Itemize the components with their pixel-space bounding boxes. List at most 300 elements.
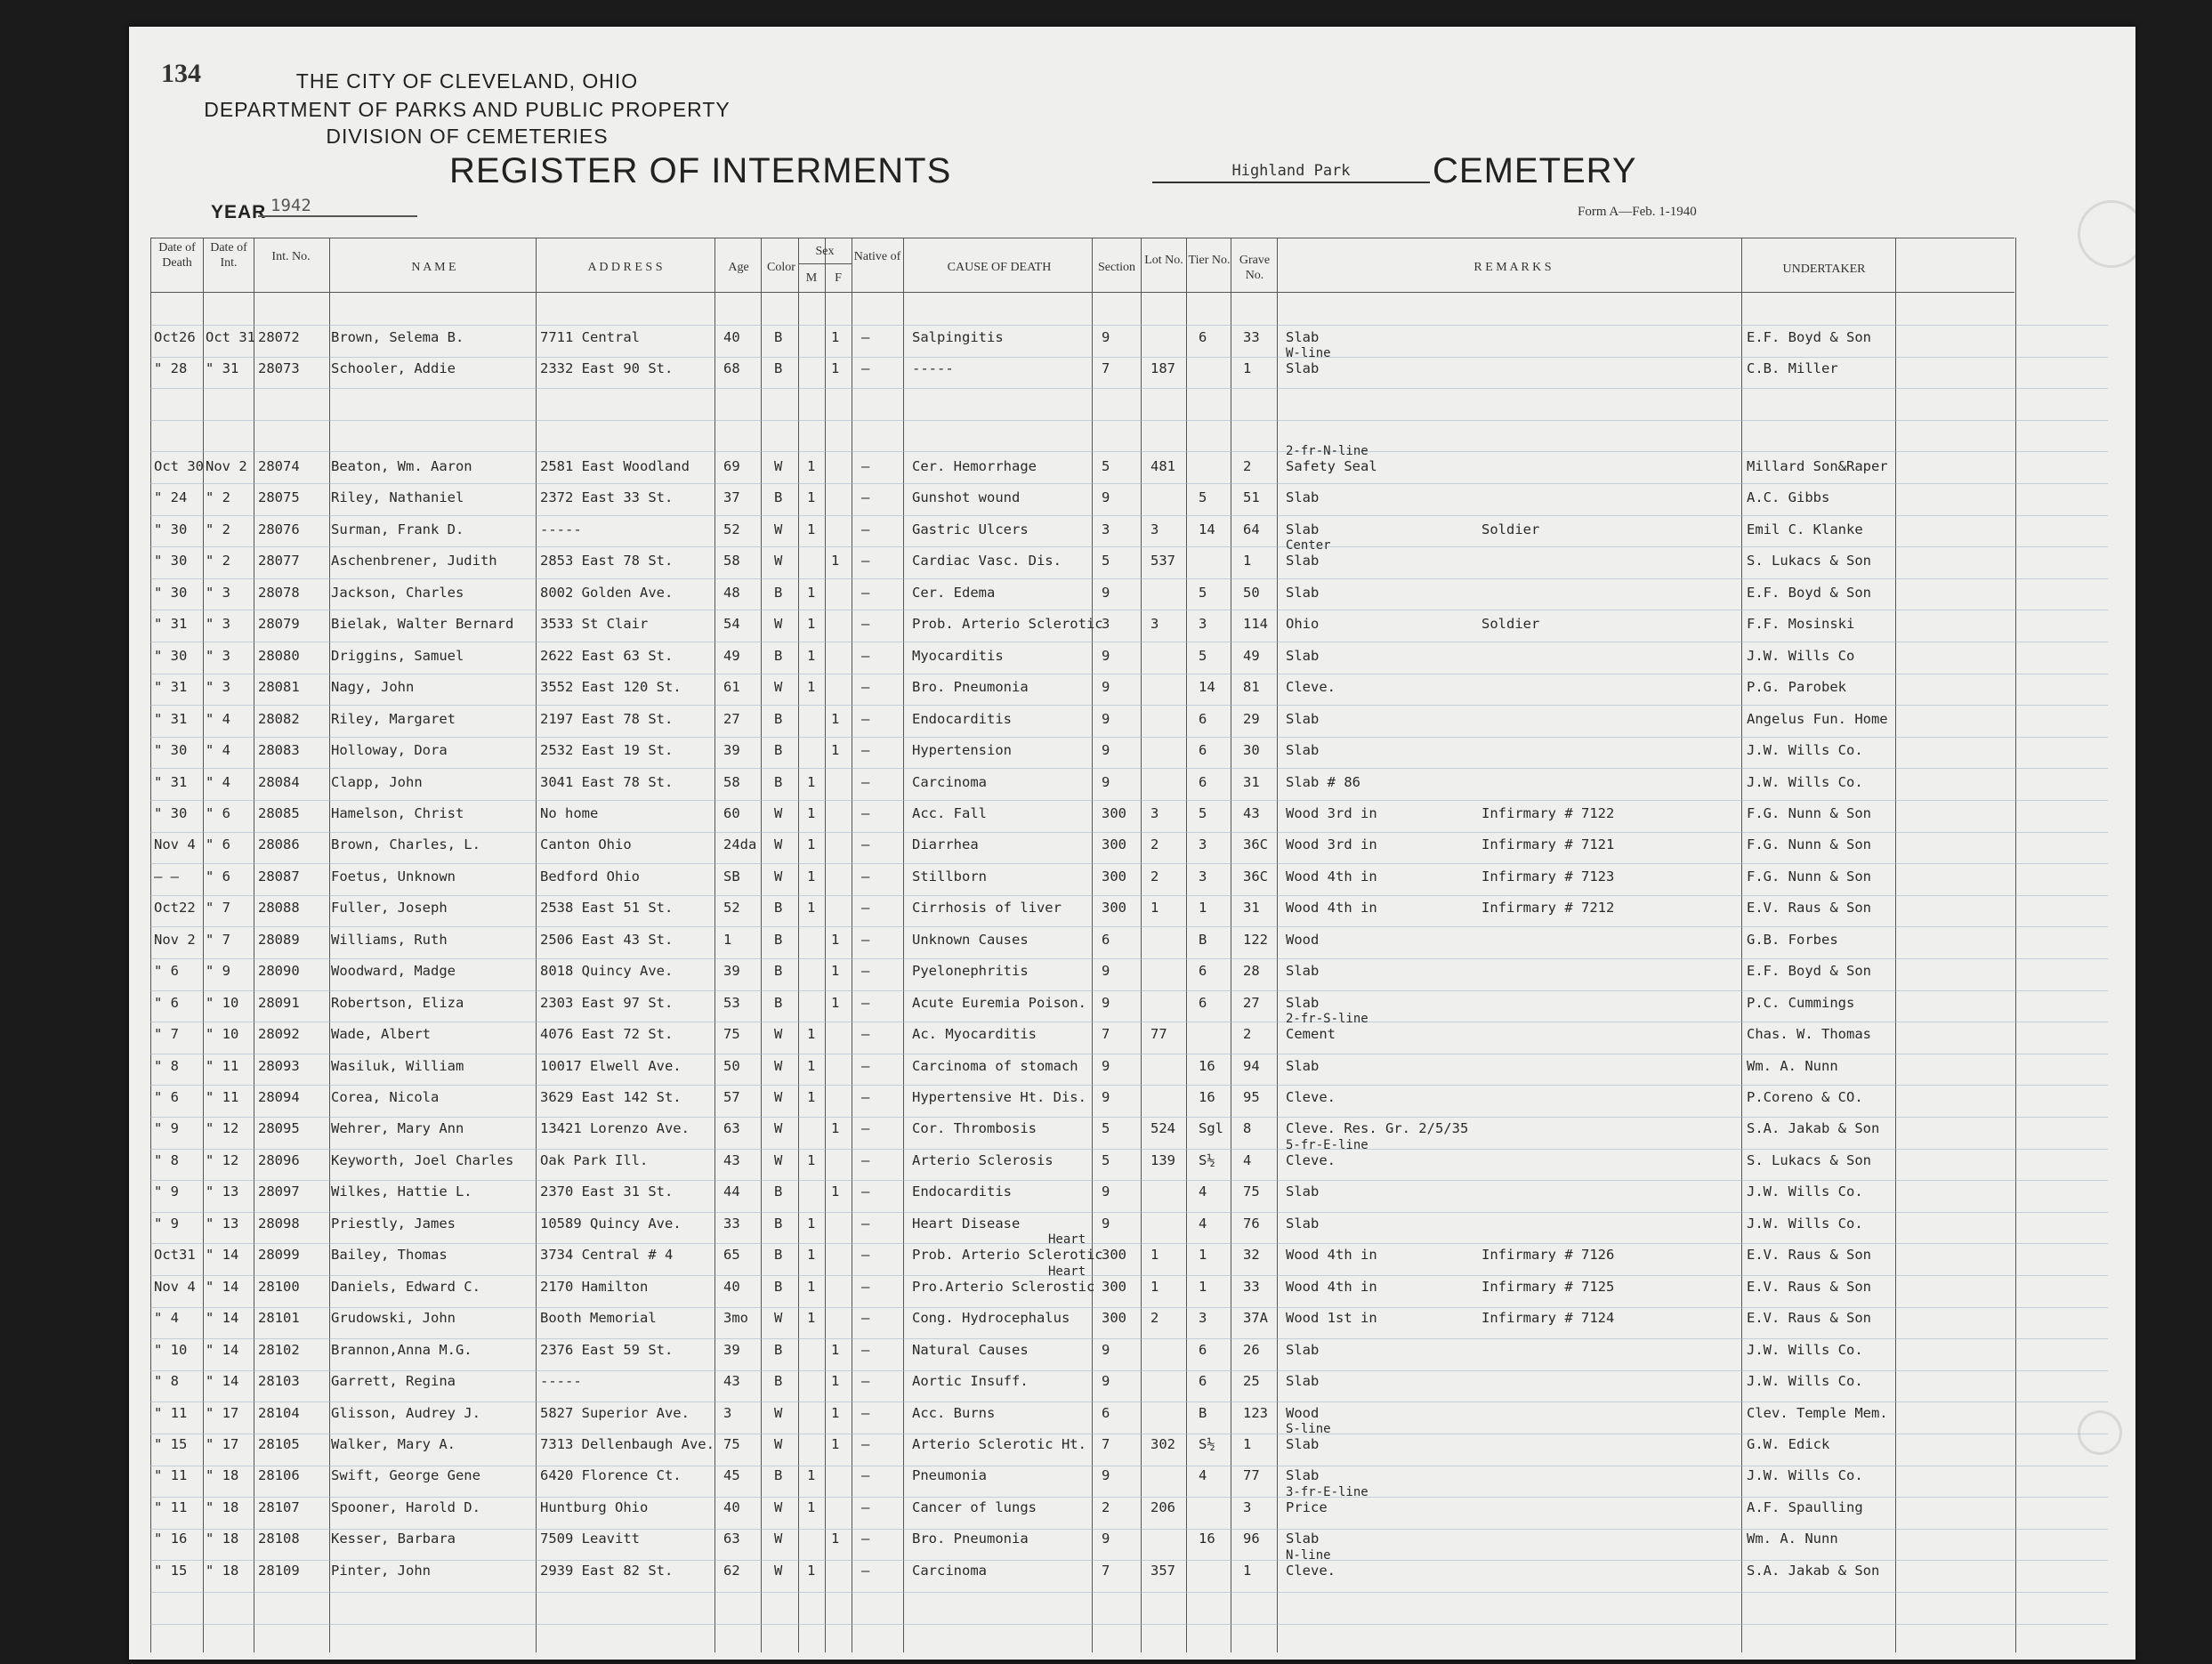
cell-di: Oct 31 bbox=[206, 329, 255, 345]
cell-nat: – bbox=[861, 1216, 870, 1232]
cell-und: E.V. Raus & Son bbox=[1747, 900, 1871, 916]
cell-m: 1 bbox=[807, 1563, 816, 1579]
cell-cause: Diarrhea bbox=[912, 836, 979, 852]
cell-cause: Natural Causes bbox=[912, 1342, 1029, 1358]
cell-grave: 64 bbox=[1243, 521, 1260, 537]
cell-addr: 2538 East 51 St. bbox=[540, 900, 674, 916]
cell-rem: Slab # 86 bbox=[1286, 774, 1360, 790]
cell-dd: " 30 bbox=[154, 585, 188, 601]
cell-addr: 3041 East 78 St. bbox=[540, 774, 674, 790]
cell-no: 28084 bbox=[258, 774, 300, 790]
cell-nat: – bbox=[861, 805, 870, 821]
cell-lot: 3 bbox=[1150, 616, 1159, 632]
cell-no: 28076 bbox=[258, 521, 300, 537]
cell-f: 1 bbox=[831, 1436, 840, 1452]
cell-addr: 8018 Quincy Ave. bbox=[540, 963, 674, 979]
cell-cause: Hypertension bbox=[912, 742, 1012, 758]
cell-rem: Wood 4th in bbox=[1286, 900, 1377, 916]
cell-addr: 8002 Golden Ave. bbox=[540, 585, 674, 601]
col-cause: CAUSE OF DEATH bbox=[947, 261, 1052, 274]
cell-no: 28106 bbox=[258, 1467, 300, 1483]
cell-rem: Slab bbox=[1286, 329, 1320, 345]
cell-cause: Cer. Edema bbox=[912, 585, 996, 601]
cell-name: Kesser, Barbara bbox=[331, 1531, 456, 1547]
cell-rem: Price bbox=[1286, 1499, 1328, 1515]
cell-und: Emil C. Klanke bbox=[1747, 521, 1863, 537]
cell-tier: 1 bbox=[1199, 1279, 1207, 1295]
ruled-line bbox=[150, 483, 2108, 484]
cell-dd: Nov 2 bbox=[154, 932, 196, 948]
col-color: Color bbox=[767, 261, 795, 274]
cell-addr: 2170 Hamilton bbox=[540, 1279, 649, 1295]
ruled-line bbox=[150, 926, 2108, 927]
cell-name: Bielak, Walter Bernard bbox=[331, 616, 514, 632]
cell-f: 1 bbox=[831, 1120, 840, 1136]
cell-no: 28083 bbox=[258, 742, 300, 758]
cell-di: " 12 bbox=[206, 1120, 239, 1136]
cell-grave: 122 bbox=[1243, 932, 1268, 948]
ruled-line bbox=[150, 863, 2108, 864]
cell-rem: Wood bbox=[1286, 1405, 1320, 1421]
cell-nat: – bbox=[861, 868, 870, 885]
cell-col: B bbox=[774, 774, 783, 790]
cell-f: 1 bbox=[831, 329, 840, 345]
cell-rem: Slab bbox=[1286, 489, 1320, 505]
cell-tier: S½ bbox=[1199, 1152, 1215, 1168]
cell-rem: Slab bbox=[1286, 1436, 1320, 1452]
cell-grave: 43 bbox=[1243, 805, 1260, 821]
cell-sec: 300 bbox=[1102, 836, 1126, 852]
cell-rem: Cleve. bbox=[1286, 1152, 1336, 1168]
cell-age: 48 bbox=[723, 585, 740, 601]
cell-dd: " 31 bbox=[154, 616, 188, 632]
cell-di: " 3 bbox=[206, 679, 230, 695]
cell-und: E.F. Boyd & Son bbox=[1747, 585, 1871, 601]
cell-no: 28091 bbox=[258, 995, 300, 1011]
cell-col: W bbox=[774, 836, 783, 852]
cell-col: W bbox=[774, 1499, 783, 1515]
cell-m: 1 bbox=[807, 1279, 816, 1295]
cell-grave: 33 bbox=[1243, 329, 1260, 345]
cell-f: 1 bbox=[831, 742, 840, 758]
cell-addr: Bedford Ohio bbox=[540, 868, 640, 885]
cell-nat: – bbox=[861, 995, 870, 1011]
cell-cause: Cong. Hydrocephalus bbox=[912, 1310, 1070, 1326]
cell-m: 1 bbox=[807, 585, 816, 601]
ruled-line bbox=[150, 578, 2108, 579]
cell-age: 39 bbox=[723, 963, 740, 979]
cell-grave: 114 bbox=[1243, 616, 1268, 632]
cell-remark-note: W-line bbox=[1286, 346, 1331, 360]
cell-rem2: Infirmary # 7126 bbox=[1481, 1247, 1615, 1263]
cell-sec: 300 bbox=[1102, 1247, 1126, 1263]
cell-col: B bbox=[774, 900, 783, 916]
cell-lot: 139 bbox=[1150, 1152, 1175, 1168]
cell-addr: 3629 East 142 St. bbox=[540, 1089, 682, 1105]
cell-tier: 6 bbox=[1199, 711, 1207, 727]
cell-addr: ----- bbox=[540, 521, 582, 537]
cell-tier: 1 bbox=[1199, 1247, 1207, 1263]
cell-di: " 12 bbox=[206, 1152, 239, 1168]
cell-rem: Slab bbox=[1286, 1373, 1320, 1389]
cell-grave: 2 bbox=[1243, 458, 1252, 474]
cell-dd: Nov 4 bbox=[154, 1279, 196, 1295]
cell-di: " 11 bbox=[206, 1089, 239, 1105]
ruled-line bbox=[150, 1243, 2108, 1244]
cell-di: " 11 bbox=[206, 1058, 239, 1074]
cell-col: B bbox=[774, 742, 783, 758]
col-grave: Grave No. bbox=[1239, 254, 1271, 282]
cell-sec: 9 bbox=[1102, 648, 1110, 664]
ruled-line bbox=[150, 1275, 2108, 1276]
cell-name: Spooner, Harold D. bbox=[331, 1499, 480, 1515]
cell-nat: – bbox=[861, 1120, 870, 1136]
cell-grave: 51 bbox=[1243, 489, 1260, 505]
cell-cause: Pneumonia bbox=[912, 1467, 987, 1483]
col-section: Section bbox=[1098, 261, 1135, 274]
cell-f: 1 bbox=[831, 553, 840, 569]
cell-col: W bbox=[774, 616, 783, 632]
cell-di: " 7 bbox=[206, 900, 230, 916]
cell-und: S.A. Jakab & Son bbox=[1747, 1563, 1880, 1579]
cell-lot: 1 bbox=[1150, 1247, 1159, 1263]
cell-di: " 17 bbox=[206, 1405, 239, 1421]
cell-lot: 2 bbox=[1150, 868, 1159, 885]
cell-remark-note: 3-fr-E-line bbox=[1286, 1485, 1368, 1499]
cell-sec: 6 bbox=[1102, 932, 1110, 948]
cell-grave: 1 bbox=[1243, 1436, 1252, 1452]
cell-cause: Salpingitis bbox=[912, 329, 1004, 345]
cell-lot: 537 bbox=[1150, 553, 1175, 569]
cell-dd: " 9 bbox=[154, 1216, 179, 1232]
cell-di: " 17 bbox=[206, 1436, 239, 1452]
cell-rem: Slab bbox=[1286, 360, 1320, 376]
cell-age: 24da bbox=[723, 836, 757, 852]
column-divider bbox=[1186, 238, 1187, 1652]
cell-grave: 37A bbox=[1243, 1310, 1268, 1326]
ruled-line bbox=[150, 1370, 2108, 1371]
cell-m: 1 bbox=[807, 1310, 816, 1326]
cell-cause: Carcinoma of stomach bbox=[912, 1058, 1078, 1074]
cell-no: 28089 bbox=[258, 932, 300, 948]
cell-di: " 18 bbox=[206, 1499, 239, 1515]
cell-und: J.W. Wills Co. bbox=[1747, 1183, 1863, 1200]
cell-lot: 357 bbox=[1150, 1563, 1175, 1579]
cell-dd: Oct22 bbox=[154, 900, 196, 916]
cell-tier: 5 bbox=[1199, 805, 1207, 821]
cell-nat: – bbox=[861, 1279, 870, 1295]
cell-no: 28094 bbox=[258, 1089, 300, 1105]
cell-name: Corea, Nicola bbox=[331, 1089, 440, 1105]
cell-grave: 94 bbox=[1243, 1058, 1260, 1074]
cell-age: 37 bbox=[723, 489, 740, 505]
cell-dd: " 8 bbox=[154, 1058, 179, 1074]
cell-cause: Arterio Sclerosis bbox=[912, 1152, 1054, 1168]
cell-age: 63 bbox=[723, 1120, 740, 1136]
header-city: THE CITY OF CLEVELAND, OHIO bbox=[295, 69, 639, 93]
cell-age: 3mo bbox=[723, 1310, 748, 1326]
cell-rem: Slab bbox=[1286, 995, 1320, 1011]
cell-grave: 50 bbox=[1243, 585, 1260, 601]
cell-addr: 4076 East 72 St. bbox=[540, 1026, 674, 1042]
cell-name: Robertson, Eliza bbox=[331, 995, 464, 1011]
cell-rem2: Soldier bbox=[1481, 521, 1540, 537]
cell-name: Brown, Selema B. bbox=[331, 329, 464, 345]
cell-sec: 9 bbox=[1102, 1342, 1110, 1358]
cell-name: Driggins, Samuel bbox=[331, 648, 464, 664]
ruled-line bbox=[150, 1497, 2108, 1498]
cell-no: 28102 bbox=[258, 1342, 300, 1358]
cell-name: Priestly, James bbox=[331, 1216, 456, 1232]
cemetery-label: CEMETERY bbox=[1433, 151, 1637, 190]
cell-und: J.W. Wills Co. bbox=[1747, 1373, 1863, 1389]
cell-nat: – bbox=[861, 932, 870, 948]
cell-age: 57 bbox=[723, 1089, 740, 1105]
cell-no: 28075 bbox=[258, 489, 300, 505]
cell-nat: – bbox=[861, 1563, 870, 1579]
cell-rem2: Infirmary # 7122 bbox=[1481, 805, 1615, 821]
cell-f: 1 bbox=[831, 995, 840, 1011]
cell-di: " 3 bbox=[206, 585, 230, 601]
cell-addr: 2506 East 43 St. bbox=[540, 932, 674, 948]
cell-sec: 9 bbox=[1102, 742, 1110, 758]
column-divider bbox=[150, 238, 151, 1652]
cell-sec: 2 bbox=[1102, 1499, 1110, 1515]
cell-rem: Slab bbox=[1286, 1531, 1320, 1547]
cell-tier: 4 bbox=[1199, 1467, 1207, 1483]
ruled-line bbox=[150, 388, 2108, 389]
cell-no: 28077 bbox=[258, 553, 300, 569]
cell-no: 28080 bbox=[258, 648, 300, 664]
cell-dd: " 6 bbox=[154, 995, 179, 1011]
cell-und: Millard Son&Raper bbox=[1747, 458, 1888, 474]
cell-nat: – bbox=[861, 1373, 870, 1389]
cell-und: F.G. Nunn & Son bbox=[1747, 805, 1871, 821]
ruled-line bbox=[150, 1149, 2108, 1150]
cell-nat: – bbox=[861, 1531, 870, 1547]
cell-addr: 13421 Lorenzo Ave. bbox=[540, 1120, 690, 1136]
cell-cause: Pro.Arterio Sclerostic bbox=[912, 1279, 1095, 1295]
cell-cause-note: Heart bbox=[1048, 1264, 1086, 1279]
cell-nat: – bbox=[861, 1499, 870, 1515]
cell-di: " 4 bbox=[206, 742, 230, 758]
cell-col: B bbox=[774, 1467, 783, 1483]
col-tier: Tier No. bbox=[1188, 254, 1231, 267]
cell-di: " 18 bbox=[206, 1531, 239, 1547]
cell-age: 69 bbox=[723, 458, 740, 474]
cell-addr: Huntburg Ohio bbox=[540, 1499, 649, 1515]
cell-grave: 32 bbox=[1243, 1247, 1260, 1263]
binder-hole bbox=[2078, 1410, 2122, 1455]
cell-no: 28090 bbox=[258, 963, 300, 979]
cell-dd: " 31 bbox=[154, 774, 188, 790]
cell-tier: 6 bbox=[1199, 1342, 1207, 1358]
cell-m: 1 bbox=[807, 900, 816, 916]
cell-grave: 25 bbox=[1243, 1373, 1260, 1389]
cell-und: J.W. Wills Co. bbox=[1747, 1467, 1863, 1483]
cell-rem: Cleve. bbox=[1286, 1089, 1336, 1105]
cell-tier: 6 bbox=[1199, 1373, 1207, 1389]
cell-cause: Cancer of lungs bbox=[912, 1499, 1037, 1515]
cell-sec: 300 bbox=[1102, 1279, 1126, 1295]
cell-no: 28087 bbox=[258, 868, 300, 885]
cell-nat: – bbox=[861, 1183, 870, 1200]
cell-tier: 6 bbox=[1199, 329, 1207, 345]
cell-m: 1 bbox=[807, 836, 816, 852]
cell-grave: 1 bbox=[1243, 360, 1252, 376]
cell-cause: Gastric Ulcers bbox=[912, 521, 1029, 537]
cell-m: 1 bbox=[807, 1216, 816, 1232]
cell-cause: Acc. Burns bbox=[912, 1405, 996, 1421]
sex-divider bbox=[798, 263, 852, 264]
cell-name: Keyworth, Joel Charles bbox=[331, 1152, 514, 1168]
cell-f: 1 bbox=[831, 711, 840, 727]
cell-lot: 206 bbox=[1150, 1499, 1175, 1515]
cell-sec: 9 bbox=[1102, 1183, 1110, 1200]
cell-cause: Bro. Pneumonia bbox=[912, 679, 1029, 695]
cell-und: Angelus Fun. Home bbox=[1747, 711, 1888, 727]
cell-nat: – bbox=[861, 1467, 870, 1483]
cell-addr: 2376 East 59 St. bbox=[540, 1342, 674, 1358]
cell-di: " 13 bbox=[206, 1183, 239, 1200]
ruled-line bbox=[150, 768, 2108, 769]
cell-dd: " 6 bbox=[154, 963, 179, 979]
page-title: REGISTER OF INTERMENTS bbox=[449, 151, 952, 190]
cell-name: Wilkes, Hattie L. bbox=[331, 1183, 472, 1200]
cell-tier: 5 bbox=[1199, 648, 1207, 664]
cell-m: 1 bbox=[807, 616, 816, 632]
cell-nat: – bbox=[861, 963, 870, 979]
cell-no: 28072 bbox=[258, 329, 300, 345]
cell-und: P.C. Cummings bbox=[1747, 995, 1855, 1011]
cell-sec: 3 bbox=[1102, 616, 1110, 632]
cell-addr: 3533 St Clair bbox=[540, 616, 649, 632]
ruled-line bbox=[150, 515, 2108, 516]
cell-addr: Canton Ohio bbox=[540, 836, 632, 852]
ruled-line bbox=[150, 546, 2108, 547]
cell-m: 1 bbox=[807, 1499, 816, 1515]
col-name: N A M E bbox=[411, 261, 456, 274]
ruled-line bbox=[150, 1592, 2108, 1593]
cell-grave: 36C bbox=[1243, 836, 1268, 852]
cell-dd: " 30 bbox=[154, 742, 188, 758]
ruled-line bbox=[150, 832, 2108, 833]
ruled-line bbox=[150, 1180, 2108, 1181]
cell-tier: 5 bbox=[1199, 489, 1207, 505]
cell-sec: 9 bbox=[1102, 963, 1110, 979]
cell-name: Fuller, Joseph bbox=[331, 900, 448, 916]
cell-nat: – bbox=[861, 521, 870, 537]
cell-m: 1 bbox=[807, 1467, 816, 1483]
cell-col: W bbox=[774, 868, 783, 885]
cell-age: 33 bbox=[723, 1216, 740, 1232]
cell-no: 28099 bbox=[258, 1247, 300, 1263]
cell-no: 28074 bbox=[258, 458, 300, 474]
cell-sec: 7 bbox=[1102, 360, 1110, 376]
cell-tier: 3 bbox=[1199, 1310, 1207, 1326]
cell-nat: – bbox=[861, 616, 870, 632]
cell-nat: – bbox=[861, 679, 870, 695]
column-divider bbox=[1277, 238, 1278, 1652]
cell-dd: " 7 bbox=[154, 1026, 179, 1042]
cell-sec: 9 bbox=[1102, 585, 1110, 601]
cell-dd: – – bbox=[154, 868, 179, 885]
cell-dd: " 11 bbox=[154, 1467, 188, 1483]
cell-addr: 2581 East Woodland bbox=[540, 458, 690, 474]
cell-sec: 9 bbox=[1102, 1467, 1110, 1483]
cell-col: W bbox=[774, 1026, 783, 1042]
ruled-line bbox=[150, 1624, 2108, 1625]
cell-no: 28105 bbox=[258, 1436, 300, 1452]
cell-und: F.F. Mosinski bbox=[1747, 616, 1855, 632]
cell-name: Grudowski, John bbox=[331, 1310, 456, 1326]
column-divider bbox=[1895, 238, 1896, 1652]
cell-addr: 3552 East 120 St. bbox=[540, 679, 682, 695]
cell-no: 28101 bbox=[258, 1310, 300, 1326]
cell-name: Bailey, Thomas bbox=[331, 1247, 448, 1263]
cell-nat: – bbox=[861, 553, 870, 569]
cell-name: Aschenbrener, Judith bbox=[331, 553, 497, 569]
ruled-line bbox=[150, 737, 2108, 738]
cell-name: Clapp, John bbox=[331, 774, 423, 790]
cell-sec: 9 bbox=[1102, 679, 1110, 695]
col-undertaker: UNDERTAKER bbox=[1782, 263, 1866, 276]
cell-no: 28079 bbox=[258, 616, 300, 632]
cell-col: B bbox=[774, 995, 783, 1011]
cell-grave: 123 bbox=[1243, 1405, 1268, 1421]
cell-age: 62 bbox=[723, 1563, 740, 1579]
cell-sec: 5 bbox=[1102, 458, 1110, 474]
cell-no: 28098 bbox=[258, 1216, 300, 1232]
cell-remark-note: Center bbox=[1286, 538, 1331, 553]
header-division: DIVISION OF CEMETERIES bbox=[326, 125, 609, 148]
cell-tier: 3 bbox=[1199, 616, 1207, 632]
cell-addr: 2622 East 63 St. bbox=[540, 648, 674, 664]
cell-age: 45 bbox=[723, 1467, 740, 1483]
cell-rem: Slab bbox=[1286, 1467, 1320, 1483]
cell-addr: 2853 East 78 St. bbox=[540, 553, 674, 569]
ruled-line bbox=[150, 1307, 2108, 1308]
cell-age: 54 bbox=[723, 616, 740, 632]
cell-tier: 4 bbox=[1199, 1183, 1207, 1200]
cell-rem: Slab bbox=[1286, 711, 1320, 727]
cell-tier: 6 bbox=[1199, 742, 1207, 758]
cell-age: 49 bbox=[723, 648, 740, 664]
cell-und: A.C. Gibbs bbox=[1747, 489, 1830, 505]
cell-dd: " 8 bbox=[154, 1373, 179, 1389]
cell-col: B bbox=[774, 1279, 783, 1295]
cell-col: B bbox=[774, 711, 783, 727]
cell-addr: 2939 East 82 St. bbox=[540, 1563, 674, 1579]
cell-no: 28082 bbox=[258, 711, 300, 727]
cell-cause: Prob. Arterio Sclerotic bbox=[912, 1247, 1103, 1263]
cell-remark-note: S-line bbox=[1286, 1422, 1331, 1436]
cell-grave: 33 bbox=[1243, 1279, 1260, 1295]
cell-age: 43 bbox=[723, 1373, 740, 1389]
cell-und: C.B. Miller bbox=[1747, 360, 1838, 376]
cell-tier: 6 bbox=[1199, 995, 1207, 1011]
cell-rem: Slab bbox=[1286, 521, 1320, 537]
cell-addr: 2197 East 78 St. bbox=[540, 711, 674, 727]
cell-rem: Slab bbox=[1286, 742, 1320, 758]
cell-age: 43 bbox=[723, 1152, 740, 1168]
cell-di: " 14 bbox=[206, 1247, 239, 1263]
cell-col: B bbox=[774, 360, 783, 376]
cell-f: 1 bbox=[831, 932, 840, 948]
cell-cause: Carcinoma bbox=[912, 774, 987, 790]
cell-grave: 76 bbox=[1243, 1216, 1260, 1232]
cell-age: 44 bbox=[723, 1183, 740, 1200]
